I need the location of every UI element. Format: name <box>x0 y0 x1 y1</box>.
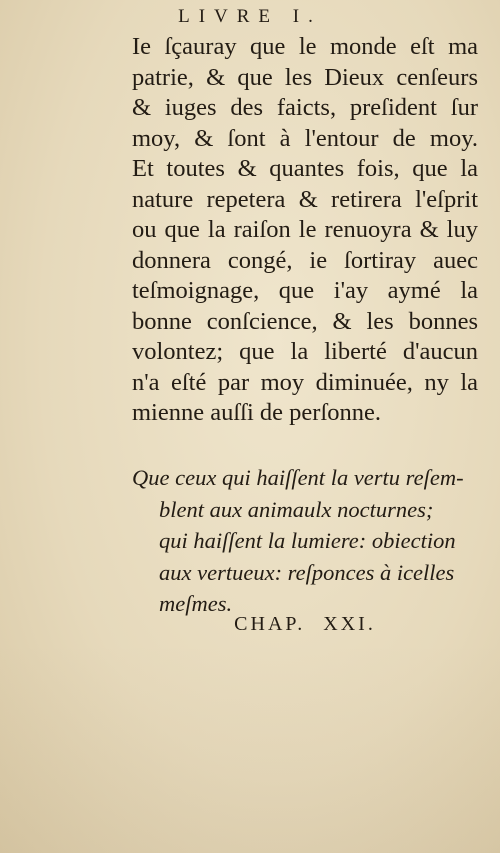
text-line: bonne conſcience, & les bonnes <box>132 307 478 335</box>
text-line: n'a eſté par moy diminuée, ny la <box>132 368 478 396</box>
summary-line: aux vertueux: reſponces à icelles <box>159 559 455 585</box>
text-line: mienne auſſi de perſonne. <box>132 399 381 426</box>
summary-line: blent aux animaulx nocturnes; <box>159 496 434 522</box>
summary-line: meſmes. <box>159 591 233 616</box>
summary-line: Que ceux qui haiſſent la vertu reſem- <box>132 465 464 490</box>
chapter-number: XXI. <box>323 613 376 635</box>
text-line: patrie, & que les Dieux cenſeurs <box>132 63 478 91</box>
text-line: Ie ſçauray que le monde eſt ma <box>132 33 478 60</box>
text-line: & iuges des faicts, preſident ſur <box>132 94 478 121</box>
text-line: moy, & ſont à l'entour de moy. <box>132 124 478 152</box>
text-line: donnera congé, ie ſortiray auec <box>132 246 478 274</box>
chapter-heading <box>132 613 478 636</box>
text-line: ou que la raiſon le renuoyra & luy <box>132 216 478 243</box>
chapter-label: CHAP. <box>234 613 306 635</box>
text-line: Et toutes & quantes fois, que la <box>132 155 478 182</box>
summary-line: qui haiſſent la lumiere: obiection <box>159 528 456 553</box>
page-shading <box>0 640 500 853</box>
body-paragraph <box>132 32 478 429</box>
chapter-summary <box>132 462 482 620</box>
text-line: volontez; que la liberté d'aucun <box>132 338 478 365</box>
text-line: nature repetera & retirera l'eſprit <box>132 185 478 213</box>
running-header: LIVRE I. <box>178 6 322 27</box>
text-line: teſmoignage, que i'ay aymé la <box>132 277 478 304</box>
